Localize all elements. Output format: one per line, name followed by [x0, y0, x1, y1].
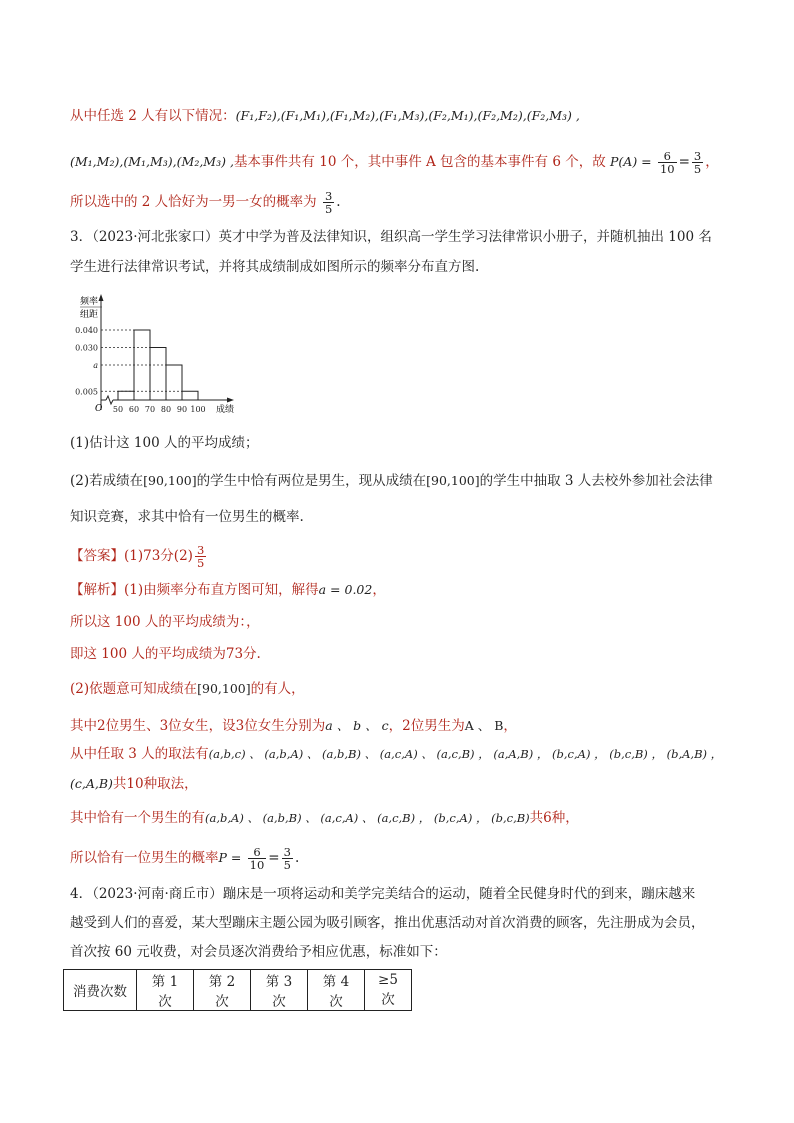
problem3-q2-line1: (2)若成绩在[90,100]的学生中恰有两位是男生，现从成绩在[90,100]的学生中抽取 3 人去校外参加社会法律 [70, 473, 713, 489]
problem-number: 3． [70, 229, 93, 245]
problem-source: （2023·河南·商丘市） [92, 886, 223, 902]
table-cell: 消费次数 [64, 970, 137, 1011]
problem-stem: 英才中学为普及法律知识，组织高一学生学习法律常识小册子，并随机抽出 100 名 [218, 229, 712, 245]
y-tick-label: 0.040 [75, 326, 98, 335]
table-cell: 第 3 次 [251, 970, 308, 1011]
analysis-line1: 【解析】(1)由频率分布直方图可知，解得a = 0.02， [70, 582, 386, 598]
math-pairs: (M₁,M₂),(M₁,M₃),(M₂,M₃) , [70, 154, 234, 169]
problem3-stem-line1 [70, 228, 712, 246]
y-tick-label: 0.030 [75, 343, 98, 353]
x-label: 成绩 [216, 405, 235, 415]
problem-source: （2023·河北张家口） [92, 229, 219, 245]
x-axis-break [106, 396, 113, 404]
problem-stem: 学生进行法律常识考试，并将其成绩制成如图所示的频率分布直方图. [70, 259, 480, 275]
analysis-line8: 其中恰有一个男生的有(a,b,A) 、 (a,b,B) 、 (a,c,A) 、 (a,c,B) ， (b,c,A) ， (b,c,B)共6种， [70, 810, 579, 826]
prev-solution-line2: (M₁,M₂),(M₁,M₃),(M₂,M₃) ,基本事件共有 10 个，其中事件 A 包含的基本事件有 6 个，故 P(A) = $\frac{6}{10}$ = $\frac{3}{5}$ ， [70, 149, 719, 176]
analysis-line2: 所以这 100 人的平均成绩为：， [70, 614, 260, 630]
prev-solution-line3: 所以选中的 2 人恰好为一男一女的概率为 $\frac{3}{5}$ . [70, 189, 341, 216]
histogram-bar [182, 391, 198, 400]
analysis-line5: 其中2位男生、3位女生，设3位女生分别为a 、 b 、 c，2位男生为A 、 B， [70, 718, 517, 734]
y-tick-label: a [93, 361, 98, 370]
math: P = [218, 850, 242, 865]
y-label-top: 频率 [80, 297, 99, 307]
x-tick-label: 50 [112, 405, 124, 414]
text: 从中任选 2 人有以下情况： [70, 108, 236, 124]
text: 所以选中的 2 人恰好为一男一女的概率为 [70, 194, 317, 210]
math-prob: P(A) = [610, 154, 652, 169]
analysis-line3: 即这 100 人的平均成绩为73分. [70, 646, 261, 662]
analysis-line9: 所以恰有一位男生的概率P = $\frac{6}{10}$ = $\frac{3}{5}$ . [70, 845, 300, 872]
text: 基本事件共有 10 个，其中事件 A 包含的基本事件有 6 个，故 [233, 154, 606, 170]
math-vars: A 、 B [464, 718, 504, 733]
table-cell: 第 1 次 [137, 970, 194, 1011]
fraction: $\frac{6}{10}$ [249, 845, 265, 872]
fraction: $\frac{3}{5}$ [283, 845, 291, 872]
table-cell: ≥5 次 [365, 970, 412, 1011]
x-tick-label: 60 [128, 405, 140, 414]
math-list: (c,A,B) [70, 776, 113, 791]
analysis-line4: (2)依题意可知成绩在[90,100]的有人， [70, 681, 305, 697]
interval: [90,100] [426, 473, 480, 488]
origin-label: O [95, 404, 103, 414]
x-tick-label: 90 [176, 405, 188, 414]
math-list: (a,b,A) 、 (a,b,B) 、 (a,c,A) 、 (a,c,B) ， (b,c,A) ， (b,c,B) [205, 811, 530, 825]
table-row [64, 970, 412, 1011]
x-tick-label: 100 [190, 405, 206, 414]
math-pairs: (F₁,F₂),(F₁,M₁),(F₁,M₂),(F₁,M₃),(F₂,M₁),(F₂,M₂),(F₂,M₃) , [235, 108, 580, 123]
problem3-q2-line2: 知识竞赛，求其中恰有一位男生的概率. [70, 509, 304, 525]
y-axis-arrow [99, 294, 104, 301]
interval: [90,100] [143, 473, 197, 488]
table-cell: 第 2 次 [194, 970, 251, 1011]
problem3-q1: (1)估计这 100 人的平均成绩； [70, 435, 259, 451]
problem-stem: 首次按 60 元收费，对会员逐次消费给予相应优惠，标准如下： [70, 944, 447, 960]
histogram-bar [118, 391, 134, 400]
analysis-label: 【解析】 [70, 582, 124, 598]
analysis-line6: 从中任取 3 人的取法有(a,b,c) 、 (a,b,A) 、 (a,b,B) 、 (a,c,A) 、 (a,c,B) ， (a,A,B) ， (b,c,A) ， (b,c,B) ， (b,A,B) ， [70, 746, 723, 762]
y-tick-label: 0.005 [75, 387, 98, 397]
x-axis-arrow [227, 398, 234, 403]
histogram-bar [150, 348, 166, 401]
equals: = [678, 154, 690, 170]
math-vars: a 、 b 、 c [325, 718, 389, 733]
problem4-stem-line3 [70, 943, 447, 961]
table-cell: 第 4 次 [308, 970, 365, 1011]
problem-stem: 越受到人们的喜爱，某大型蹦床主题公园为吸引顾客，推出优惠活动对首次消费的顾客，先注册成为会员， [70, 915, 705, 931]
math: a = 0.02 [318, 582, 373, 597]
problem-stem: 蹦床是一项将运动和美学完美结合的运动，随着全民健身时代的到来，蹦床越来 [222, 886, 696, 902]
math-list: (a,b,c) 、 (a,b,A) 、 (a,b,B) 、 (a,c,A) 、 (a,c,B) ， (a,A,B) ， (b,c,A) ， (b,c,B) ， (b,A,B) ， [208, 747, 723, 761]
prev-solution-line1 [70, 107, 580, 125]
answer-line [70, 544, 208, 569]
problem-number: 4． [70, 886, 93, 902]
problem3-stem-line2 [70, 258, 479, 276]
fraction: $\frac{3}{5}$ [324, 189, 333, 216]
problem4-stem-line1 [70, 885, 695, 903]
x-tick-label: 70 [144, 405, 156, 414]
x-tick-label: 80 [160, 405, 172, 414]
fee-table [63, 969, 412, 1011]
interval: [90,100] [197, 681, 251, 696]
y-label-bottom: 组距 [80, 310, 99, 320]
fraction: $\frac{6}{10}$ [659, 149, 675, 176]
fraction: $\frac{3}{5}$ [196, 543, 205, 570]
fraction: $\frac{3}{5}$ [693, 149, 702, 176]
analysis-line7: (c,A,B)共10种取法， [70, 776, 198, 792]
frequency-histogram [70, 290, 250, 420]
answer-text: (1)73分(2) [124, 548, 193, 564]
answer-label: 【答案】 [70, 548, 124, 564]
problem4-stem-line2 [70, 914, 705, 932]
histogram-bar [166, 365, 182, 400]
